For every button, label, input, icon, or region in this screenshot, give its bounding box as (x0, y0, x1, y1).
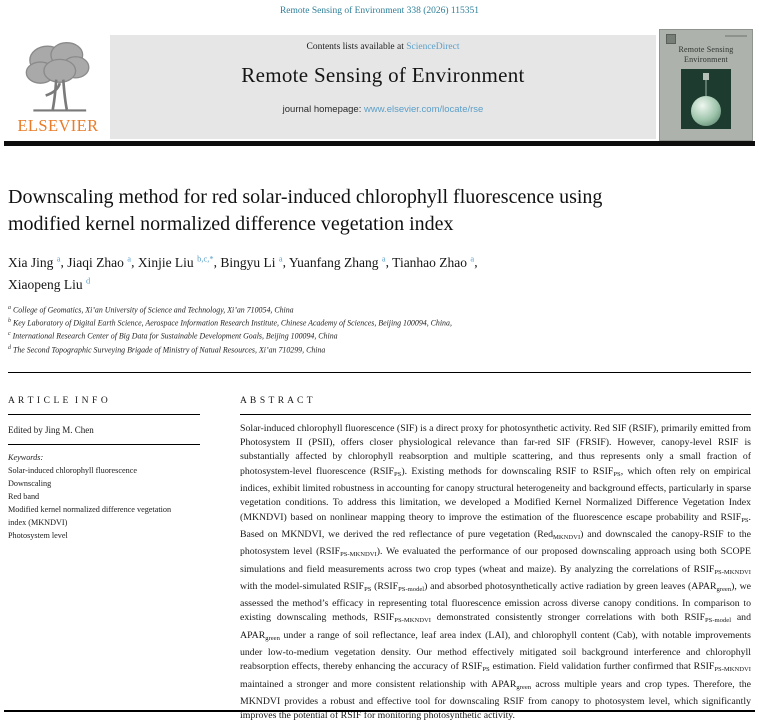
cover-issue-text (725, 35, 747, 37)
homepage-prefix: journal homepage: (282, 104, 364, 115)
journal-cover-thumbnail (659, 29, 753, 141)
abstract-subscript: PS-model (398, 585, 425, 593)
edited-by: Edited by Jing M. Chen (8, 424, 94, 435)
author: Xia Jing $^a$ (8, 253, 61, 270)
abstract-heading: A B S T R A C T (240, 395, 314, 406)
elsevier-logo (8, 35, 108, 139)
masthead (8, 35, 753, 139)
affiliation-sup: c (8, 331, 11, 338)
cover-title-line2: Environment (684, 54, 728, 64)
author: Jiaqi Zhao $^a$ (67, 253, 132, 270)
keyword: Downscaling (8, 478, 52, 488)
edited-by-rule (8, 444, 200, 445)
cover-art (681, 69, 731, 129)
keywords-label: Keywords: (8, 452, 44, 462)
article-info-column (8, 390, 200, 724)
masthead-rule (4, 141, 755, 146)
keyword: Solar-induced chlorophyll fluorescence (8, 465, 137, 475)
article-title-line2: modified kernel normalized difference vegetation index (8, 213, 454, 235)
abstract-subscript: PS (741, 516, 749, 524)
abstract-subscript: PS (613, 470, 621, 478)
author: Xinjie Liu $^{b,c,*}$ (137, 253, 214, 270)
abstract-subscript: PS-MKNDVI (394, 617, 431, 625)
affiliation: $^b$ Key Laboratory of Digital Earth Science, Aerospace Information Research Institute, Chinese Academy of Sciences, Beijing 100094, China, (8, 318, 452, 328)
affiliation: $^c$ International Research Center of Big Data for Sustainable Development Goals, Beijing 100094, China (8, 331, 338, 342)
article-info-rule (8, 414, 200, 415)
cover-art-sphere (691, 96, 721, 126)
author-affiliation-sup: a (470, 253, 475, 263)
journal-citation: Remote Sensing of Environment 338 (2026) 115351 (279, 6, 480, 16)
abstract-subscript: PS (364, 585, 372, 593)
abstract-column (240, 390, 751, 724)
abstract-rule (240, 414, 751, 415)
affiliation: $^a$ College of Geomatics, Xi’an University of Science and Technology, Xi’an 710054, China (8, 305, 294, 315)
author: Tianhao Zhao $^a$ (392, 253, 475, 270)
author-affiliation-sup: a (56, 253, 61, 263)
sciencedirect-link[interactable]: ScienceDirect (406, 42, 460, 52)
author-affiliation-sup: b,c,* (197, 253, 214, 263)
cover-title (660, 45, 752, 64)
keyword: Red band (8, 491, 40, 501)
author-affiliation-sup: a (278, 253, 283, 263)
journal-homepage-link[interactable]: www.elsevier.com/locate/rse (364, 104, 484, 115)
homepage-line (110, 104, 656, 115)
front-matter-divider (8, 372, 751, 373)
article-info-heading: A R T I C L E I N F O (8, 395, 109, 406)
author-affiliation-sup: a (381, 253, 386, 263)
abstract-subscript: PS (394, 470, 402, 478)
cover-emblem-icon (666, 34, 676, 44)
cover-title-line1: Remote Sensing (678, 45, 734, 54)
journal-banner (110, 35, 656, 139)
affiliation-sup: a (8, 305, 11, 311)
abstract-subscript: PS (482, 666, 490, 674)
article-columns (8, 390, 751, 724)
cover-art-label (703, 73, 709, 80)
abstract-text: Solar-induced chlorophyll fluorescence (SIF) is a direct proxy for photosynthetic activity. Red SIF (RSIF), primarily emitted from Photosystem II (PSII), offers closer physiological relevance than far-red SIF (FRSIF). However, canopy-level RSIF is substantially affected by chlorophyll reabsorption and multiple scattering, and thus represents only a small fraction of photosystem-level fluorescence $(RSIF_{PS})$. Existing methods for downscaling RSIF to $RSIF_{PS}$, which often rely on empirical indices, exhibit limited robustness in accounting for canopy structural heterogeneity and background effects, particularly in sparse vegetation conditions. To address this limitation, we developed a Modified Kernel Normalized Difference Vegetation Index (MKNDVI) based on nonlinear mapping theory to improve the estimation of the fluorescence escape probability and $RSIF_{PS}$. Based on MKNDVI, we derived the red reflectance of pure vegetation (Red$_{MKNDVI}$) and downscaled the canopy-RSIF to the photosystem level $(RSIF_{PS-MKNDVI})$. We evaluated the performance of our proposed downscaling approach using both SCOPE simulations and field measurements across two crop types (wheat and maize). By analyzing the correlations of $RSIF_{PS-MKNDVI}$ with the model-simulated $RSIF_{PS}$ $(RSIF_{PS-model})$ and absorbed photosynthetically active radiation by green leaves $(APAR_{green})$, we assessed the method’s efficacy in representing total fluorescence emission across diverse canopy conditions. In comparison to existing downscaling methods, $RSIF_{PS-MKNDVI}$ demonstrated consistently stronger correlations with both $RSIF_{PS-model}$ and $APAR_{green}$ under a range of soil reflectance, leaf area index (LAI), and chlorophyll content (Cab), with notable improvements under low-to-medium vegetation density. Our method effectively mitigated soil background interference and chlorophyll reabsorption effects, thereby enhancing the accuracy of $RSIF_{PS}$ estimation. Field validation further confirmed that $RSIF_{PS-MKNDVI}$ maintained a stronger and more consistent relationship with $APAR_{green}$ across multiple years and crop types. Therefore, the MKNDVI provides a robust and effective tool for downscaling RSIF from canopy to photosystem level, which significantly improves the potential of RSIF for monitoring photosynthetic activity. (240, 422, 752, 722)
author-affiliation-sup: d (85, 275, 91, 286)
affiliation-sup: d (8, 344, 11, 351)
abstract-subscript: green (716, 585, 732, 593)
abstract-subscript: PS-MKNDVI (714, 666, 751, 674)
author: Yuanfang Zhang $^a$ (288, 253, 386, 270)
author-affiliation-sup: a (127, 253, 132, 263)
abstract-subscript: MKNDVI (553, 533, 581, 541)
keyword-list (8, 464, 188, 542)
elsevier-tree-icon (14, 37, 102, 117)
author: Xiaopeng Liu $^d$ (8, 275, 91, 292)
keyword: Modified kernel normalized difference vegetation index (MKNDVI) (8, 504, 172, 527)
contents-prefix: Contents lists available at (306, 42, 407, 52)
affiliation-list (8, 303, 751, 356)
journal-title: Remote Sensing of Environment (241, 63, 525, 87)
keyword: Photosystem level (8, 530, 68, 540)
abstract-subscript: PS-model (705, 617, 732, 625)
affiliation-sup: b (8, 318, 11, 325)
author-list: Xia Jing $^a$, Jiaqi Zhao $^a$, Xinjie Liu $^{b,c,*}$, Bingyu Li $^a$, Yuanfang Zhang $^a$, Tianhao Zhao $^a$, Xiaopeng Liu $^d$ (8, 253, 478, 292)
abstract-subscript: PS-MKNDVI (714, 568, 751, 576)
article-title (8, 184, 751, 238)
author: Bingyu Li $^a$ (220, 253, 283, 270)
affiliation: $^d$ The Second Topographic Surveying Brigade of Ministry of Natual Resources, Xi’an 710299, China (8, 344, 326, 355)
contents-line (110, 42, 656, 52)
article-title-line1: Downscaling method for red solar-induced chlorophyll fluorescence using (8, 186, 603, 208)
abstract-subscript: PS-MKNDVI (340, 551, 377, 559)
abstract-subscript: green (516, 683, 532, 691)
abstract-subscript: green (265, 634, 280, 642)
elsevier-wordmark: ELSEVIER (17, 116, 99, 135)
